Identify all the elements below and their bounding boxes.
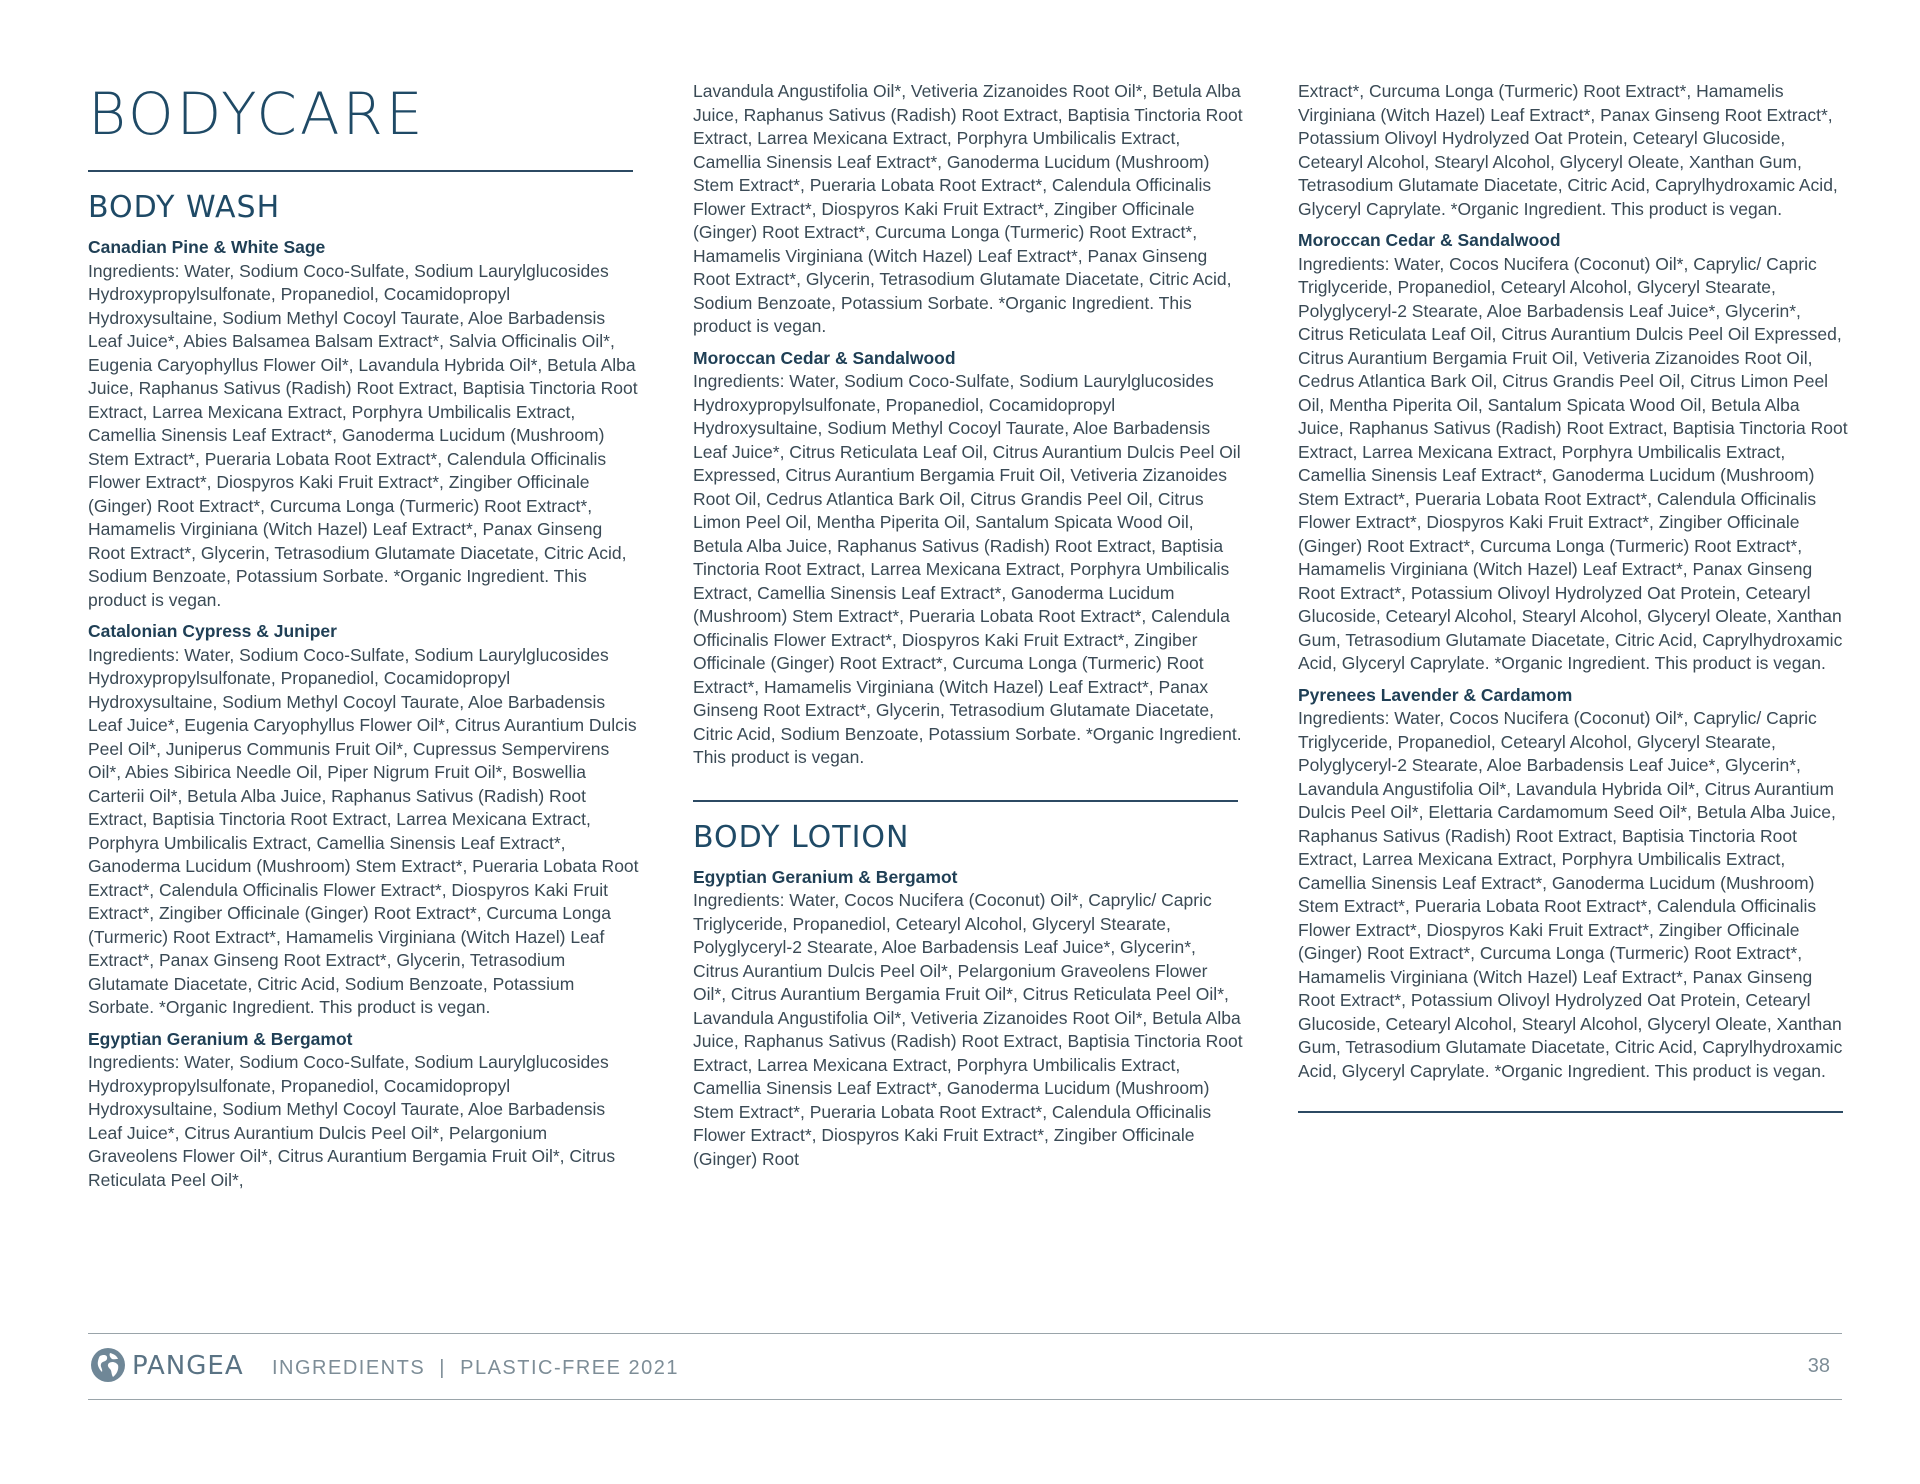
product-ingredients: Ingredients: Water, Cocos Nucifera (Coconut) Oil*, Caprylic/ Capric Triglyceride, Propanediol, Cetearyl Alcohol, Glyceryl Stearate, Polyglyceryl-2 Stearate, Aloe Barbadensis Leaf Juice*, Glycerin*, Citrus Reticulata Leaf Oil, Citrus Aurantium Dulcis Peel Oil Expressed, Citrus Aurantium Bergamia Fruit Oil, Vetiveria Zizanoides Root Oil, Cedrus Atlantica Bark Oil, Citrus Grandis Peel Oil, Citrus Limon Peel Oil, Mentha Piperita Oil, Santalum Spicata Wood Oil, Betula Alba Juice, Raphanus Sativus (Radish) Root Extract, Baptisia Tinctoria Root Extract, Larrea Mexicana Extract, Porphyra Umbilicalis Extract, Camellia Sinensis Leaf Extract*, Ganoderma Lucidum (Mushroom) Stem Extract*, Pueraria Lobata Root Extract*, Calendula Officinalis Flower Extract*, Diospyros Kaki Fruit Extract*, Zingiber Officinale (Ginger) Root Extract*, Curcuma Longa (Turmeric) Root Extract*, Hamamelis Virginiana (Witch Hazel) Leaf Extract*, Panax Ginseng Root Extract*, Potassium Olivoyl Hydrolyzed Oat Protein, Cetearyl Glucoside, Cetearyl Alcohol, Stearyl Alcohol, Glyceryl Oleate, Xanthan Gum, Tetrasodium Glutamate Diacetate, Citric Acid, Caprylhydroxamic Acid, Glyceryl Caprylate. *Organic Ingredient. This product is vegan. [1298, 253, 1848, 673]
product-name: Egyptian Geranium & Bergamot [693, 866, 958, 887]
page-footer [88, 1334, 1842, 1398]
product-body-wash-pine-sage [88, 236, 640, 612]
product-body-wash-cypress-juniper [88, 620, 640, 1020]
section-divider [693, 800, 1238, 802]
product-name: Moroccan Cedar & Sandalwood [693, 347, 956, 368]
page-title: BODYCARE [88, 80, 426, 148]
product-body-lotion-geranium-bergamot [693, 866, 1245, 1172]
product-body-wash-geranium-bergamot [88, 1028, 640, 1193]
product-ingredients: Ingredients: Water, Sodium Coco-Sulfate, Sodium Laurylglucosides Hydroxypropylsulfonate, Propanediol, Cocamidopropyl Hydroxysultaine, Sodium Methyl Cocoyl Taurate, Aloe Barbadensis Leaf Juice*, Citrus Reticulata Leaf Oil, Citrus Aurantium Dulcis Peel Oil Expressed, Citrus Aurantium Bergamia Fruit Oil, Vetiveria Zizanoides Root Oil, Cedrus Atlantica Bark Oil, Citrus Grandis Peel Oil, Citrus Limon Peel Oil, Mentha Piperita Oil, Santalum Spicata Wood Oil, Betula Alba Juice, Raphanus Sativus (Radish) Root Extract, Baptisia Tinctoria Root Extract, Larrea Mexicana Extract, Porphyra Umbilicalis Extract, Camellia Sinensis Leaf Extract*, Ganoderma Lucidum (Mushroom) Stem Extract*, Pueraria Lobata Root Extract*, Calendula Officinalis Flower Extract*, Diospyros Kaki Fruit Extract*, Zingiber Officinale (Ginger) Root Extract*, Curcuma Longa (Turmeric) Root Extract*, Hamamelis Virginiana (Witch Hazel) Leaf Extract*, Panax Ginseng Root Extract*, Glycerin, Tetrasodium Glutamate Diacetate, Citric Acid, Sodium Benzoate, Potassium Sorbate. *Organic Ingredient. This product is vegan. [693, 371, 1242, 767]
product-name: Pyrenees Lavender & Cardamom [1298, 684, 1573, 705]
product-name: Canadian Pine & White Sage [88, 237, 326, 257]
product-name: Egyptian Geranium & Bergamot [88, 1028, 353, 1049]
footer-bottom-rule [88, 1399, 1842, 1400]
product-body-lotion-geranium-bergamot-continued [1298, 80, 1850, 221]
column-3 [1298, 80, 1850, 1113]
product-ingredients: Ingredients: Water, Cocos Nucifera (Coconut) Oil*, Caprylic/ Capric Triglyceride, Propanediol, Cetearyl Alcohol, Glyceryl Stearate, Polyglyceryl-2 Stearate, Aloe Barbadensis Leaf Juice*, Glycerin*, Citrus Aurantium Dulcis Peel Oil*, Pelargonium Graveolens Flower Oil*, Citrus Aurantium Bergamia Fruit Oil*, Citrus Reticulata Peel Oil*, Lavandula Angustifolia Oil*, Vetiveria Zizanoides Root Oil*, Betula Alba Juice, Raphanus Sativus (Radish) Root Extract, Baptisia Tinctoria Root Extract, Larrea Mexicana Extract, Porphyra Umbilicalis Extract, Camellia Sinensis Leaf Extract*, Ganoderma Lucidum (Mushroom) Stem Extract*, Pueraria Lobata Root Extract*, Calendula Officinalis Flower Extract*, Diospyros Kaki Fruit Extract*, Zingiber Officinale (Ginger) Root [693, 890, 1243, 1169]
page-number: 38 [1807, 1355, 1830, 1377]
product-name: Moroccan Cedar & Sandalwood [1298, 230, 1561, 250]
product-body-lotion-cedar-sandalwood [1298, 229, 1850, 676]
product-ingredients-continued: Lavandula Angustifolia Oil*, Vetiveria Zizanoides Root Oil*, Betula Alba Juice, Raphanus Sativus (Radish) Root Extract, Baptisia Tinctoria Root Extract, Larrea Mexicana Extract, Porphyra Umbilicalis Extract, Camellia Sinensis Leaf Extract*, Ganoderma Lucidum (Mushroom) Stem Extract*, Pueraria Lobata Root Extract*, Calendula Officinalis Flower Extract*, Diospyros Kaki Fruit Extract*, Zingiber Officinale (Ginger) Root Extract*, Curcuma Longa (Turmeric) Root Extract*, Hamamelis Virginiana (Witch Hazel) Leaf Extract*, Panax Ginseng Root Extract*, Glycerin, Tetrasodium Glutamate Diacetate, Citric Acid, Sodium Benzoate, Potassium Sorbate. *Organic Ingredient. This product is vegan. [693, 81, 1243, 336]
product-ingredients-continued: Extract*, Curcuma Longa (Turmeric) Root Extract*, Hamamelis Virginiana (Witch Hazel) Leaf Extract*, Panax Ginseng Root Extract*, Potassium Olivoyl Hydrolyzed Oat Protein, Cetearyl Glucoside, Cetearyl Alcohol, Stearyl Alcohol, Glyceryl Oleate, Xanthan Gum, Tetrasodium Glutamate Diacetate, Citric Acid, Caprylhydroxamic Acid, Glyceryl Caprylate. *Organic Ingredient. This product is vegan. [1298, 81, 1838, 219]
end-divider [1298, 1111, 1843, 1113]
product-body-wash-cedar-sandalwood [693, 347, 1245, 770]
product-body-lotion-lavender-cardamom [1298, 684, 1850, 1084]
brand-name: PANGEA [132, 1351, 244, 1381]
product-body-wash-geranium-bergamot-continued [693, 80, 1245, 339]
product-ingredients: Ingredients: Water, Sodium Coco-Sulfate, Sodium Laurylglucosides Hydroxypropylsulfonate, Propanediol, Cocamidopropyl Hydroxysultaine, Sodium Methyl Cocoyl Taurate, Aloe Barbadensis Leaf Juice*, Abies Balsamea Balsam Extract*, Salvia Officinalis Oil*, Eugenia Caryophyllus Flower Oil*, Lavandula Hybrida Oil*, Betula Alba Juice, Raphanus Sativus (Radish) Root Extract, Baptisia Tinctoria Root Extract, Larrea Mexicana Extract, Porphyra Umbilicalis Extract, Camellia Sinensis Leaf Extract*, Ganoderma Lucidum (Mushroom) Stem Extract*, Pueraria Lobata Root Extract*, Calendula Officinalis Flower Extract*, Diospyros Kaki Fruit Extract*, Zingiber Officinale (Ginger) Root Extract*, Curcuma Longa (Turmeric) Root Extract*, Hamamelis Virginiana (Witch Hazel) Leaf Extract*, Panax Ginseng Root Extract*, Glycerin, Tetrasodium Glutamate Diacetate, Citric Acid, Sodium Benzoate, Potassium Sorbate. *Organic Ingredient. This product is vegan. [88, 260, 638, 610]
column-2 [693, 80, 1245, 1179]
section-title-body-wash: BODY WASH [88, 190, 281, 225]
product-ingredients: Ingredients: Water, Cocos Nucifera (Coconut) Oil*, Caprylic/ Capric Triglyceride, Propanediol, Cetearyl Alcohol, Glyceryl Stearate, Polyglyceryl-2 Stearate, Aloe Barbadensis Leaf Juice*, Glycerin*, Lavandula Angustifolia Oil*, Lavandula Hybrida Oil*, Citrus Aurantium Dulcis Peel Oil*, Elettaria Cardamomum Seed Oil*, Betula Alba Juice, Raphanus Sativus (Radish) Root Extract, Baptisia Tinctoria Root Extract, Larrea Mexicana Extract, Porphyra Umbilicalis Extract, Camellia Sinensis Leaf Extract*, Ganoderma Lucidum (Mushroom) Stem Extract*, Pueraria Lobata Root Extract*, Calendula Officinalis Flower Extract*, Diospyros Kaki Fruit Extract*, Zingiber Officinale (Ginger) Root Extract*, Curcuma Longa (Turmeric) Root Extract*, Hamamelis Virginiana (Witch Hazel) Leaf Extract*, Panax Ginseng Root Extract*, Potassium Olivoyl Hydrolyzed Oat Protein, Cetearyl Glucoside, Cetearyl Alcohol, Stearyl Alcohol, Glyceryl Oleate, Xanthan Gum, Tetrasodium Glutamate Diacetate, Citric Acid, Caprylhydroxamic Acid, Glyceryl Caprylate. *Organic Ingredient. This product is vegan. [1298, 708, 1843, 1081]
title-divider [88, 170, 633, 172]
product-ingredients: Ingredients: Water, Sodium Coco-Sulfate, Sodium Laurylglucosides Hydroxypropylsulfonate, Propanediol, Cocamidopropyl Hydroxysultaine, Sodium Methyl Cocoyl Taurate, Aloe Barbadensis Leaf Juice*, Eugenia Caryophyllus Flower Oil*, Citrus Aurantium Dulcis Peel Oil*, Juniperus Communis Fruit Oil*, Cupressus Sempervirens Oil*, Abies Sibirica Needle Oil, Piper Nigrum Fruit Oil*, Boswellia Carterii Oil*, Betula Alba Juice, Raphanus Sativus (Radish) Root Extract, Baptisia Tinctoria Root Extract, Larrea Mexicana Extract, Porphyra Umbilicalis Extract, Camellia Sinensis Leaf Extract*, Ganoderma Lucidum (Mushroom) Stem Extract*, Pueraria Lobata Root Extract*, Calendula Officinalis Flower Extract*, Diospyros Kaki Fruit Extract*, Zingiber Officinale (Ginger) Root Extract*, Curcuma Longa (Turmeric) Root Extract*, Hamamelis Virginiana (Witch Hazel) Leaf Extract*, Panax Ginseng Root Extract*, Glycerin, Tetrasodium Glutamate Diacetate, Citric Acid, Sodium Benzoate, Potassium Sorbate. *Organic Ingredient. This product is vegan. [88, 644, 639, 1017]
product-name: Catalonian Cypress & Juniper [88, 621, 337, 641]
product-ingredients: Ingredients: Water, Sodium Coco-Sulfate, Sodium Laurylglucosides Hydroxypropylsulfonate, Propanediol, Cocamidopropyl Hydroxysultaine, Sodium Methyl Cocoyl Taurate, Aloe Barbadensis Leaf Juice*, Citrus Aurantium Dulcis Peel Oil*, Pelargonium Graveolens Flower Oil*, Citrus Aurantium Bergamia Fruit Oil*, Citrus Reticulata Peel Oil*, [88, 1052, 616, 1190]
footer-label: INGREDIENTS | PLASTIC-FREE 2021 [272, 1357, 680, 1379]
section-title-body-lotion: BODY LOTION [693, 819, 910, 855]
pangea-logo-icon [90, 1347, 126, 1383]
column-1 [88, 80, 640, 1200]
